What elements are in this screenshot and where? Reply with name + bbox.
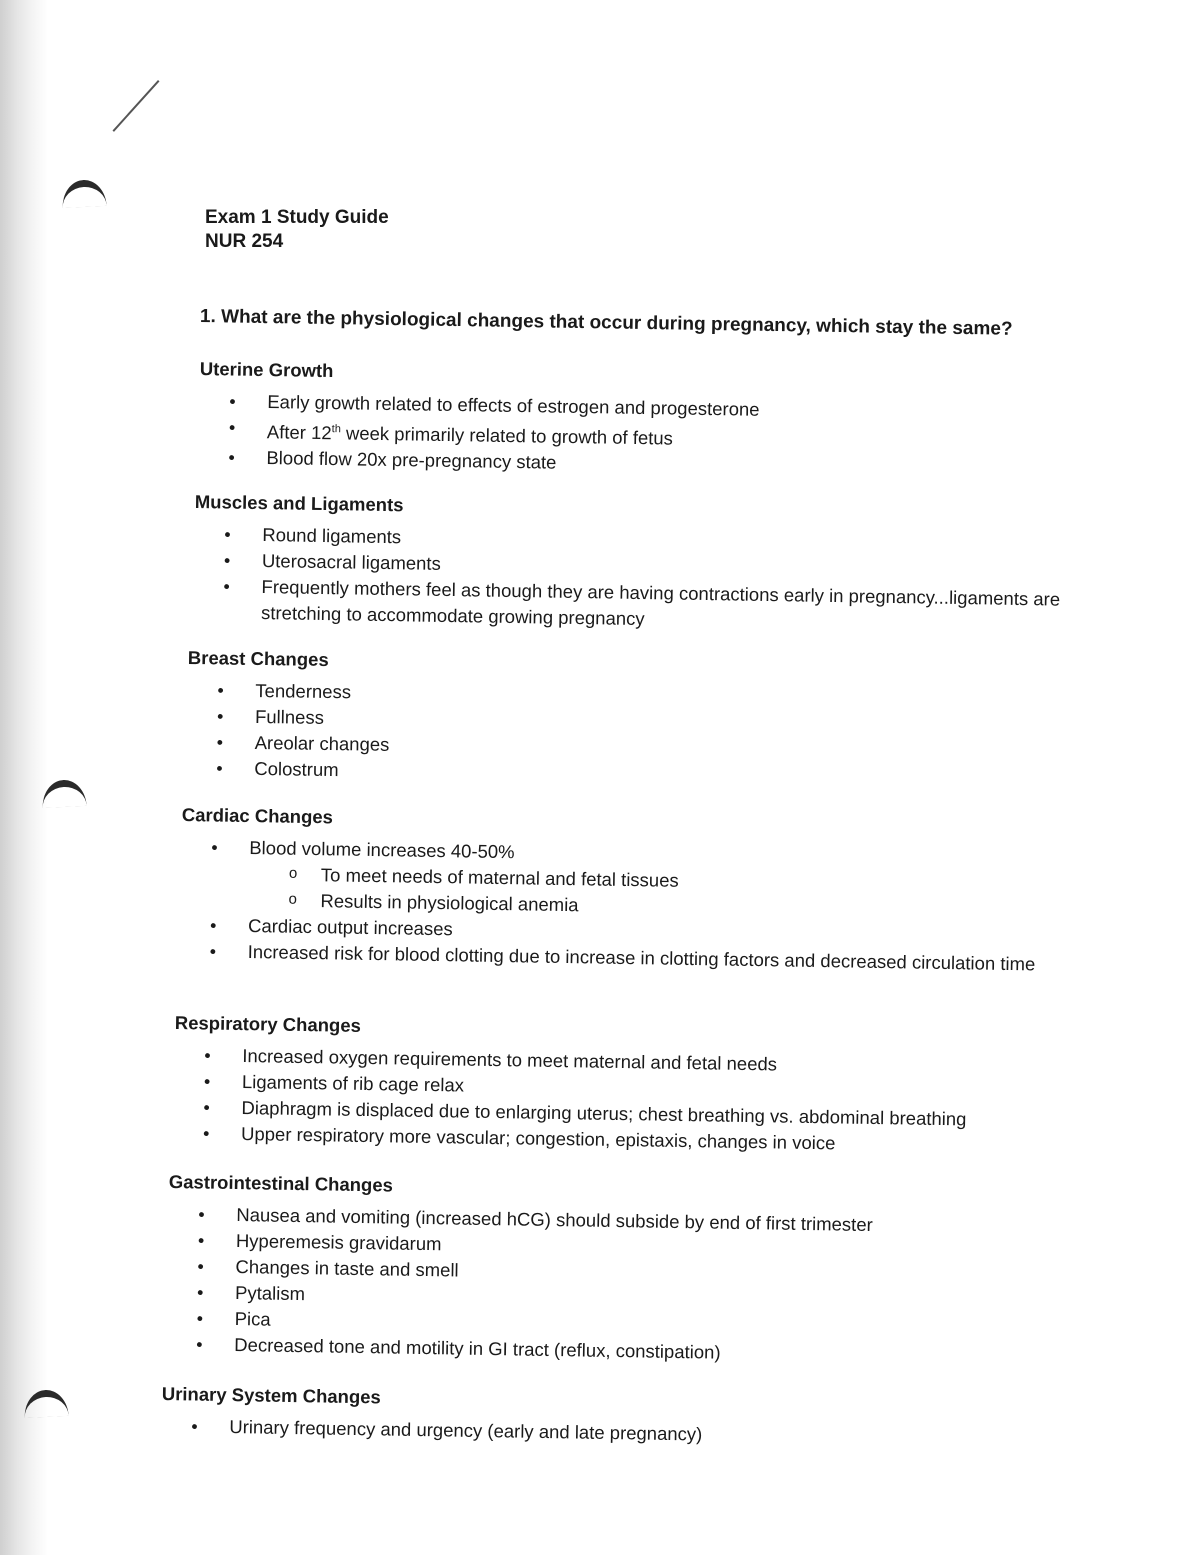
section-heading: Cardiac Changes xyxy=(181,804,334,828)
section-breast-changes xyxy=(186,647,1108,794)
list-item: • Blood flow 20x pre-pregnancy state xyxy=(198,444,1118,484)
bullet-list xyxy=(179,834,1101,978)
sub-list-item: o Results in physiological anemia xyxy=(248,887,1100,926)
list-item: • Urinary frequency and urgency (early and late pregnancy) xyxy=(161,1413,1081,1453)
bullet-list xyxy=(193,521,1115,639)
section-muscles-ligaments xyxy=(193,491,1115,639)
list-item: • Increased risk for blood clotting due to increase in clotting factors and decreased circulation time xyxy=(179,938,1099,978)
section-heading: Uterine Growth xyxy=(199,358,334,382)
section-heading: Respiratory Changes xyxy=(174,1012,362,1036)
list-item-text: week primarily related to growth of fetus xyxy=(340,422,674,449)
list-item: • Hyperemesis gravidarum xyxy=(168,1227,1088,1267)
list-item: • Tenderness xyxy=(187,677,1107,716)
section-heading: Breast Changes xyxy=(187,647,329,670)
course-code: NUR 254 xyxy=(205,231,284,252)
list-item: • Early growth related to effects of estrogen and progesterone xyxy=(199,388,1119,428)
list-item: • Increased oxygen requirements to meet maternal and fetal needs xyxy=(174,1042,1094,1082)
list-item: • Upper respiratory more vascular; congestion, epistaxis, changes in voice xyxy=(173,1120,1093,1160)
section-respiratory-changes xyxy=(173,1012,1095,1160)
list-item-text: Blood volume increases 40-50% xyxy=(249,837,515,863)
section-heading: Urinary System Changes xyxy=(161,1383,381,1408)
bullet-list xyxy=(166,1201,1088,1371)
section-heading: Gastrointestinal Changes xyxy=(168,1171,394,1196)
list-item: • Round ligaments xyxy=(194,521,1114,561)
hole-punch-mark xyxy=(61,179,106,208)
bullet-list xyxy=(161,1413,1081,1453)
sub-list-item: o To meet needs of maternal and fetal tissues xyxy=(249,861,1101,900)
list-item: • Colostrum xyxy=(186,755,1106,794)
question-heading: 1. What are the physiological changes that occur during pregnancy, which stay the same? xyxy=(199,306,1013,340)
pen-mark xyxy=(112,80,159,132)
list-item-text: After 12 xyxy=(266,421,332,444)
list-item: • Ligaments of rib cage relax xyxy=(174,1068,1094,1108)
bullet-list xyxy=(198,388,1119,485)
hole-punch-mark xyxy=(41,779,86,808)
section-urinary-changes xyxy=(161,1383,1082,1453)
list-item: • Pica xyxy=(166,1305,1086,1345)
section-heading: Muscles and Ligaments xyxy=(194,491,404,516)
list-item: • Fullness xyxy=(187,703,1107,742)
list-item: • Nausea and vomiting (increased hCG) should subside by end of first trimester xyxy=(168,1201,1088,1241)
bullet-list xyxy=(173,1042,1095,1160)
document-header xyxy=(205,206,389,254)
list-item: • Decreased tone and motility in GI tract (reflux, constipation) xyxy=(166,1331,1086,1371)
section-gastrointestinal-changes xyxy=(166,1171,1089,1371)
list-item: • Uterosacral ligaments xyxy=(194,547,1114,587)
list-item: • Cardiac output increases xyxy=(180,912,1100,952)
list-item: • Areolar changes xyxy=(186,729,1106,768)
list-item: • Frequently mothers feel as though they are having contractions early in pregnancy...ligaments are stretching to accommodate growing pregnancy xyxy=(193,573,1114,639)
list-item: • Changes in taste and smell xyxy=(167,1253,1087,1293)
section-cardiac-changes xyxy=(179,804,1101,978)
list-item: • Diaphragm is displaced due to enlarging uterus; chest breathing vs. abdominal breathing xyxy=(173,1094,1093,1134)
ordinal-superscript: th xyxy=(331,423,341,436)
list-item: • Pytalism xyxy=(167,1279,1087,1319)
bullet-list xyxy=(186,677,1107,794)
section-uterine-growth xyxy=(198,358,1120,485)
scan-edge-shadow xyxy=(0,0,48,1555)
list-item xyxy=(180,834,1101,926)
document-title: Exam 1 Study Guide xyxy=(205,207,389,228)
